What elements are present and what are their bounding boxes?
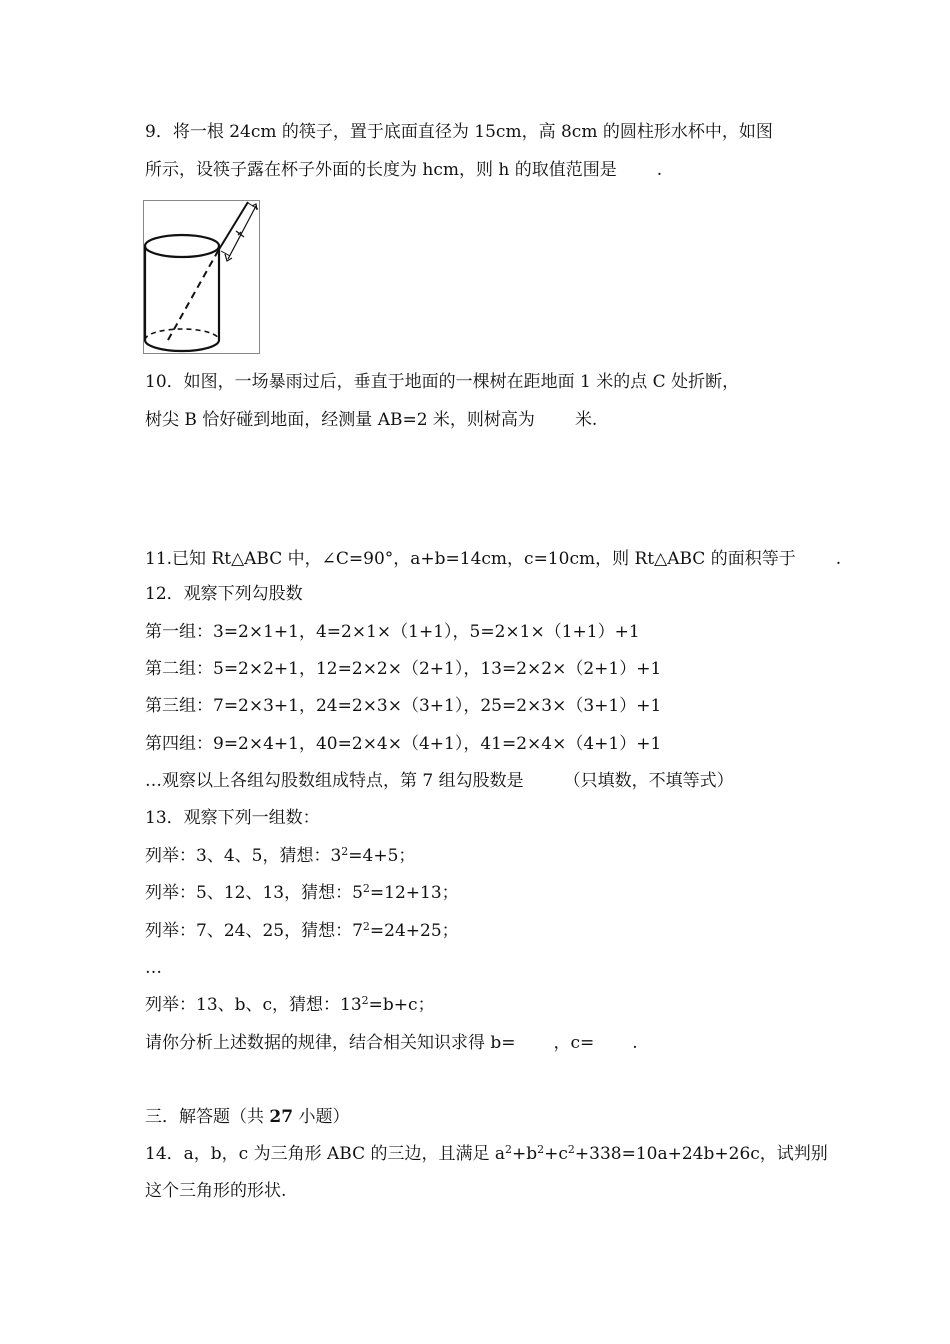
q14-pre: 14．a，b，c 为三角形 ABC 的三边，且满足 a	[145, 1144, 506, 1164]
section-question-count: 27	[269, 1107, 294, 1127]
section-heading	[145, 1106, 349, 1128]
q11-text: 11.已知 Rt△ABC 中，∠C=90°，a+b=14cm，c=10cm，则 Rt△ABC 的面积等于	[145, 549, 796, 569]
exponent: 2	[341, 845, 349, 858]
q10-line2	[145, 409, 597, 431]
q9-line2-end: .	[656, 160, 663, 180]
section-heading-pre: 三．解答题（共	[145, 1107, 270, 1127]
q13-row-3-pre: 列举：7、24、25，猜想：7	[145, 921, 363, 941]
q9-line2-text: 所示，设筷子露在杯子外面的长度为 hcm，则 h 的取值范围是	[145, 160, 617, 180]
q10-line1: 10．如图，一场暴雨过后，垂直于地面的一棵树在距地面 1 米的点 C 处折断，	[145, 372, 740, 392]
exponent: 2	[362, 920, 370, 933]
q12-ask-end: （只填数，不填等式）	[563, 771, 734, 791]
q13-row-2	[145, 882, 459, 904]
q14-post: +338=10a+24b+26c，试判别	[574, 1144, 828, 1164]
q12-group-2: 第二组：5=2×2+1，12=2×2×（2+1），13=2×2×（2+1）+1	[145, 659, 662, 679]
q13-row-3	[145, 920, 459, 942]
q13-last-post: =b+c；	[368, 995, 435, 1015]
q13-title: 13．观察下列一组数：	[145, 808, 320, 828]
exponent: 2	[567, 1143, 575, 1156]
q13-row-1-pre: 列举：3、4、5，猜想：3	[145, 846, 342, 866]
q12-group-4: 第四组：9=2×4+1，40=2×4×（4+1），41=2×4×（4+1）+1	[145, 734, 662, 754]
cylinder-chopstick-figure	[143, 200, 260, 354]
q13-row-1-post: =4+5；	[348, 846, 416, 866]
q11-end: .	[835, 549, 842, 569]
q14-m1: +b	[512, 1144, 538, 1164]
exponent: 2	[505, 1143, 513, 1156]
q12-ask	[145, 770, 734, 792]
q12-group-1: 第一组：3=2×1+1，4=2×1×（1+1），5=2×1×（1+1）+1	[145, 622, 640, 642]
q13-row-2-pre: 列举：5、12、13，猜想：5	[145, 883, 363, 903]
q13-ask-end: .	[632, 1033, 638, 1053]
q14-line2: 这个三角形的形状.	[145, 1181, 287, 1201]
exponent: 2	[362, 882, 370, 895]
q13-row-2-post: =12+13；	[369, 883, 459, 903]
exponent: 2	[537, 1143, 545, 1156]
q9-line2	[145, 159, 662, 181]
q13-row-1	[145, 845, 415, 867]
section-heading-post: 小题）	[293, 1107, 350, 1127]
q13-ask-b: 请你分析上述数据的规律，结合相关知识求得 b=	[145, 1033, 516, 1053]
q13-ellipsis: …	[145, 958, 162, 978]
q12-ask-text: …观察以上各组勾股数组成特点，第 7 组勾股数是	[145, 771, 524, 791]
q13-last-pre: 列举：13、b、c，猜想：13	[145, 995, 362, 1015]
q11-line	[145, 548, 841, 570]
q13-ask	[145, 1032, 638, 1054]
q14-m2: +c	[544, 1144, 568, 1164]
q12-title: 12．观察下列勾股数	[145, 584, 303, 604]
cylinder-chopstick-drawing	[144, 201, 261, 355]
q13-last-row	[145, 994, 435, 1016]
q13-ask-c: ，c=	[553, 1033, 595, 1053]
q10-line2-text: 树尖 B 恰好碰到地面，经测量 AB=2 米，则树高为	[145, 410, 535, 430]
q14-line1	[145, 1143, 828, 1165]
q13-row-3-post: =24+25；	[369, 921, 459, 941]
q12-group-3: 第三组：7=2×3+1，24=2×3×（3+1），25=2×3×（3+1）+1	[145, 696, 662, 716]
q9-line1: 9．将一根 24cm 的筷子，置于底面直径为 15cm，高 8cm 的圆柱形水杯中，如图	[145, 122, 773, 142]
exponent: 2	[361, 994, 369, 1007]
q10-line2-end: 米.	[574, 410, 598, 430]
